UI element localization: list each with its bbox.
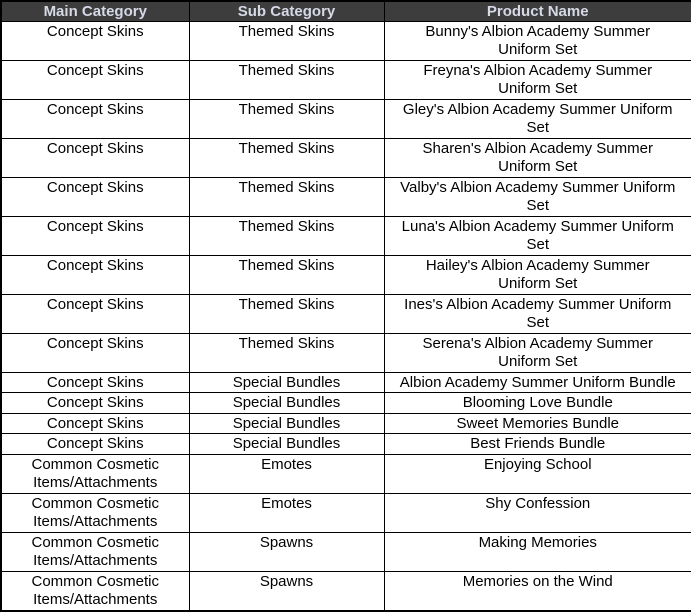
table-row [1,216,691,255]
cell-sub-category: Special Bundles [189,393,384,414]
cell-sub-category: Spawns [189,571,384,611]
cell-sub-category: Themed Skins [189,99,384,138]
table-row [1,333,691,372]
cell-sub-category: Emotes [189,454,384,493]
cell-main-category: Concept Skins [1,99,189,138]
cell-main-category: Common Cosmetic Items/Attachments [1,571,189,611]
cell-main-category: Concept Skins [1,60,189,99]
cell-product-name: Memories on the Wind [384,571,691,611]
cell-sub-category: Emotes [189,493,384,532]
cell-product-name: Luna's Albion Academy Summer Uniform Set [384,216,691,255]
cell-main-category: Concept Skins [1,216,189,255]
cell-main-category: Concept Skins [1,294,189,333]
cell-main-category: Concept Skins [1,333,189,372]
cell-sub-category: Special Bundles [189,372,384,393]
cell-main-category: Concept Skins [1,255,189,294]
table-row [1,99,691,138]
column-header-product-name: Product Name [384,1,691,21]
table-row [1,255,691,294]
table-row [1,21,691,60]
cell-sub-category: Themed Skins [189,21,384,60]
cell-product-name: Sweet Memories Bundle [384,413,691,434]
cell-product-name: Valby's Albion Academy Summer Uniform Set [384,177,691,216]
cell-product-name: Sharen's Albion Academy Summer Uniform Set [384,138,691,177]
cell-product-name: Shy Confession [384,493,691,532]
cell-product-name: Making Memories [384,532,691,571]
cell-main-category: Common Cosmetic Items/Attachments [1,454,189,493]
cell-main-category: Concept Skins [1,138,189,177]
cell-sub-category: Spawns [189,532,384,571]
table-row [1,393,691,414]
cell-main-category: Common Cosmetic Items/Attachments [1,532,189,571]
cell-product-name: Hailey's Albion Academy Summer Uniform Set [384,255,691,294]
cell-product-name: Ines's Albion Academy Summer Uniform Set [384,294,691,333]
table-row [1,60,691,99]
table-row [1,571,691,611]
cell-product-name: Blooming Love Bundle [384,393,691,414]
table-row [1,294,691,333]
cell-product-name: Bunny's Albion Academy Summer Uniform Set [384,21,691,60]
column-header-sub-category: Sub Category [189,1,384,21]
cell-product-name: Freyna's Albion Academy Summer Uniform Set [384,60,691,99]
column-header-main-category: Main Category [1,1,189,21]
cell-sub-category: Special Bundles [189,413,384,434]
cell-product-name: Gley's Albion Academy Summer Uniform Set [384,99,691,138]
table-row [1,434,691,455]
cell-product-name: Enjoying School [384,454,691,493]
cell-sub-category: Special Bundles [189,434,384,455]
cell-sub-category: Themed Skins [189,138,384,177]
table-row [1,454,691,493]
table-row [1,532,691,571]
cell-main-category: Concept Skins [1,434,189,455]
cell-main-category: Concept Skins [1,372,189,393]
cell-main-category: Concept Skins [1,393,189,414]
cell-sub-category: Themed Skins [189,216,384,255]
table-row [1,413,691,434]
table-row [1,177,691,216]
cell-main-category: Concept Skins [1,413,189,434]
cell-product-name: Albion Academy Summer Uniform Bundle [384,372,691,393]
cell-sub-category: Themed Skins [189,60,384,99]
cell-sub-category: Themed Skins [189,294,384,333]
cell-main-category: Concept Skins [1,21,189,60]
cell-sub-category: Themed Skins [189,177,384,216]
cell-main-category: Concept Skins [1,177,189,216]
cell-main-category: Common Cosmetic Items/Attachments [1,493,189,532]
cell-product-name: Best Friends Bundle [384,434,691,455]
header-row [1,1,691,21]
cell-product-name: Serena's Albion Academy Summer Uniform Set [384,333,691,372]
table-row [1,138,691,177]
table-row [1,493,691,532]
cell-sub-category: Themed Skins [189,333,384,372]
table-row [1,372,691,393]
cell-sub-category: Themed Skins [189,255,384,294]
